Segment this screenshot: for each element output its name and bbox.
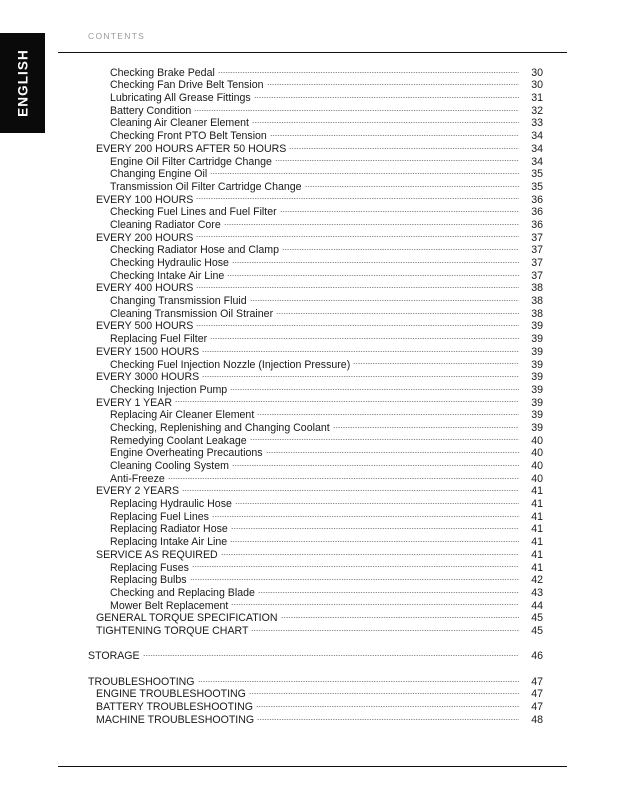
toc-dot-leader	[249, 685, 519, 698]
toc-entry-title: Engine Overheating Precautions	[110, 447, 263, 460]
toc-entry-title: Replacing Air Cleaner Element	[110, 409, 255, 422]
toc-dot-leader	[194, 101, 519, 114]
toc-entry-page-number: 41	[531, 498, 543, 511]
toc-entry-title: Changing Transmission Fluid	[110, 295, 247, 308]
toc-entry-page-number: 47	[531, 675, 543, 688]
toc-dot-leader	[230, 532, 519, 545]
header-divider-rule	[58, 52, 567, 53]
toc-entry-title: Mower Belt Replacement	[110, 599, 229, 612]
toc-dot-leader	[305, 177, 519, 190]
toc-entry-page-number: 43	[531, 586, 543, 599]
language-tab-label: ENGLISH	[15, 49, 30, 117]
toc-dot-leader	[210, 165, 519, 178]
page-header-title: CONTENTS	[88, 31, 146, 41]
toc-entry-page-number: 39	[531, 383, 543, 396]
toc-dot-leader	[192, 558, 519, 571]
toc-entry-title: Engine Oil Filter Cartridge Change	[110, 155, 272, 168]
table-of-contents	[88, 63, 543, 726]
toc-entry-title: Cleaning Radiator Core	[110, 218, 221, 231]
toc-entry-page-number: 41	[531, 536, 543, 549]
toc-dot-leader	[232, 456, 519, 469]
toc-entry-title: SERVICE AS REQUIRED	[96, 548, 218, 561]
toc-dot-leader	[251, 621, 519, 634]
toc-entry-page-number: 39	[531, 333, 543, 346]
toc-entry-page-number: 47	[531, 688, 543, 701]
toc-entry-page-number: 44	[531, 599, 543, 612]
toc-entry-title: Checking Intake Air Line	[110, 269, 225, 282]
toc-entry-title: Checking Fuel Injection Nozzle (Injection Pressure)	[110, 358, 351, 371]
toc-dot-leader	[231, 520, 519, 533]
toc-dot-leader	[275, 152, 519, 165]
toc-entry-page-number: 35	[531, 168, 543, 181]
toc-dot-leader	[175, 393, 519, 406]
toc-entry-page-number: 41	[531, 510, 543, 523]
toc-entry-title: EVERY 100 HOURS	[96, 193, 194, 206]
toc-entry-page-number: 37	[531, 231, 543, 244]
toc-entry-page-number: 41	[531, 523, 543, 536]
toc-entry-title: EVERY 2 YEARS	[96, 485, 180, 498]
toc-entry-page-number: 31	[531, 92, 543, 105]
toc-entry-title: ENGINE TROUBLESHOOTING	[96, 688, 246, 701]
toc-entry-page-number: 34	[531, 130, 543, 143]
toc-dot-leader	[212, 507, 519, 520]
toc-entry-title: EVERY 400 HOURS	[96, 282, 194, 295]
toc-entry-title: EVERY 200 HOURS	[96, 231, 194, 244]
toc-dot-leader	[231, 596, 519, 609]
toc-dot-leader	[198, 672, 519, 685]
toc-entry-title: Checking Fan Drive Belt Tension	[110, 79, 264, 92]
toc-entry-page-number: 30	[531, 66, 543, 79]
toc-dot-leader	[333, 418, 519, 431]
toc-entry-page-number: 33	[531, 117, 543, 130]
toc-entry-page-number: 39	[531, 320, 543, 333]
toc-entry-page-number: 41	[531, 548, 543, 561]
toc-dot-leader	[196, 190, 519, 203]
toc-entry-title: Replacing Fuses	[110, 561, 189, 574]
toc-entry-title: Checking Brake Pedal	[110, 66, 215, 79]
toc-entry-page-number: 37	[531, 244, 543, 257]
toc-dot-leader	[227, 266, 519, 279]
toc-entry-title: Replacing Radiator Hose	[110, 523, 228, 536]
toc-entry-title: Checking Radiator Hose and Clamp	[110, 244, 279, 257]
toc-dot-leader	[257, 406, 519, 419]
toc-dot-leader	[235, 494, 519, 507]
toc-dot-leader	[252, 114, 519, 127]
toc-entry[interactable]	[88, 647, 543, 663]
toc-entry-title: Checking and Replacing Blade	[110, 586, 255, 599]
toc-entry[interactable]	[88, 672, 543, 688]
toc-entry-page-number: 38	[531, 295, 543, 308]
toc-entry-page-number: 40	[531, 447, 543, 460]
toc-entry-page-number: 45	[531, 612, 543, 625]
toc-entry-title: Cleaning Transmission Oil Strainer	[110, 307, 274, 320]
toc-entry-page-number: 36	[531, 206, 543, 219]
toc-dot-leader	[190, 571, 519, 584]
toc-entry-title: Replacing Intake Air Line	[110, 536, 228, 549]
toc-entry-title: Remedying Coolant Leakage	[110, 434, 247, 447]
toc-entry-title: EVERY 500 HOURS	[96, 320, 194, 333]
toc-entry-page-number: 36	[531, 193, 543, 206]
toc-entry-title: Anti-Freeze	[110, 472, 165, 485]
toc-entry-page-number: 39	[531, 421, 543, 434]
toc-entry-title: Checking Fuel Lines and Fuel Filter	[110, 206, 277, 219]
toc-entry-title: Checking Injection Pump	[110, 383, 228, 396]
toc-entry[interactable]	[88, 63, 543, 79]
toc-dot-leader	[202, 368, 519, 381]
toc-dot-leader	[267, 76, 520, 89]
toc-entry-page-number: 39	[531, 409, 543, 422]
toc-entry-page-number: 32	[531, 104, 543, 117]
toc-entry-page-number: 38	[531, 282, 543, 295]
toc-entry-page-number: 40	[531, 434, 543, 447]
toc-dot-leader	[256, 697, 519, 710]
toc-entry-title: TIGHTENING TORQUE CHART	[96, 624, 249, 637]
toc-dot-leader	[143, 647, 519, 660]
toc-entry-page-number: 39	[531, 371, 543, 384]
toc-entry-title: EVERY 1 YEAR	[96, 396, 172, 409]
toc-entry-title: Replacing Bulbs	[110, 574, 187, 587]
toc-dot-leader	[254, 88, 519, 101]
toc-entry-title: STORAGE	[88, 650, 140, 663]
toc-entry-title: Replacing Fuel Lines	[110, 510, 209, 523]
toc-dot-leader	[230, 380, 519, 393]
toc-dot-leader	[289, 139, 519, 152]
toc-entry-title: Replacing Hydraulic Hose	[110, 498, 232, 511]
toc-entry-page-number: 45	[531, 624, 543, 637]
page-body	[58, 0, 570, 811]
toc-dot-leader	[282, 241, 519, 254]
toc-entry-title: Lubricating All Grease Fittings	[110, 92, 251, 105]
toc-entry-title: EVERY 1500 HOURS	[96, 345, 200, 358]
toc-entry-title: EVERY 200 HOURS AFTER 50 HOURS	[96, 142, 287, 155]
toc-dot-leader	[232, 253, 519, 266]
toc-entry-title: TROUBLESHOOTING	[88, 675, 195, 688]
toc-entry-title: Cleaning Air Cleaner Element	[110, 117, 249, 130]
toc-dot-leader	[221, 545, 519, 558]
toc-entry-page-number: 37	[531, 269, 543, 282]
toc-entry-title: Cleaning Cooling System	[110, 460, 229, 472]
toc-entry-page-number: 38	[531, 307, 543, 320]
toc-entry-page-number: 30	[531, 79, 543, 92]
toc-entry-page-number: 34	[531, 142, 543, 155]
toc-dot-leader	[196, 279, 519, 292]
toc-entry-page-number: 37	[531, 257, 543, 269]
toc-dot-leader	[168, 469, 519, 482]
toc-entry-title: MACHINE TROUBLESHOOTING	[96, 713, 255, 726]
toc-dot-leader	[276, 304, 519, 317]
toc-entry-page-number: 39	[531, 358, 543, 371]
toc-entry-page-number: 41	[531, 561, 543, 574]
toc-entry-page-number: 42	[531, 574, 543, 587]
toc-entry-page-number: 34	[531, 155, 543, 168]
toc-entry-page-number: 35	[531, 180, 543, 193]
toc-entry-page-number: 47	[531, 701, 543, 714]
toc-dot-leader	[250, 431, 519, 444]
toc-dot-leader	[196, 317, 519, 330]
toc-entry-page-number: 48	[531, 713, 543, 726]
toc-entry-page-number: 41	[531, 485, 543, 498]
toc-entry-title: Changing Engine Oil	[110, 168, 208, 181]
toc-entry-page-number: 40	[531, 460, 543, 472]
toc-dot-leader	[353, 355, 519, 368]
toc-dot-leader	[270, 126, 519, 139]
toc-entry-title: Transmission Oil Filter Cartridge Change	[110, 180, 302, 193]
toc-entry-page-number: 40	[531, 472, 543, 485]
toc-entry-page-number: 46	[531, 650, 543, 663]
toc-entry-title: Checking, Replenishing and Changing Coolant	[110, 421, 330, 434]
toc-dot-leader	[224, 215, 519, 228]
toc-entry-page-number: 36	[531, 218, 543, 231]
toc-dot-leader	[258, 583, 519, 596]
language-tab	[0, 33, 45, 133]
toc-entry-title: Checking Front PTO Belt Tension	[110, 130, 267, 143]
toc-entry-page-number: 39	[531, 396, 543, 409]
toc-dot-leader	[266, 444, 519, 457]
toc-entry-title: Checking Hydraulic Hose	[110, 257, 229, 269]
toc-entry-title: GENERAL TORQUE SPECIFICATION	[96, 612, 278, 625]
toc-dot-leader	[257, 710, 519, 723]
toc-entry-page-number: 39	[531, 345, 543, 358]
toc-entry-title: Replacing Fuel Filter	[110, 333, 208, 346]
toc-dot-leader	[202, 342, 519, 355]
toc-dot-leader	[182, 482, 519, 495]
toc-entry-title: Battery Condition	[110, 104, 192, 117]
toc-dot-leader	[250, 291, 519, 304]
footer-divider-rule	[58, 766, 567, 767]
toc-dot-leader	[281, 609, 520, 622]
toc-dot-leader	[218, 63, 519, 76]
toc-entry-title: BATTERY TROUBLESHOOTING	[96, 701, 253, 714]
toc-dot-leader	[196, 228, 519, 241]
toc-entry-title: EVERY 3000 HOURS	[96, 371, 200, 384]
toc-dot-leader	[210, 329, 519, 342]
toc-dot-leader	[280, 203, 519, 216]
